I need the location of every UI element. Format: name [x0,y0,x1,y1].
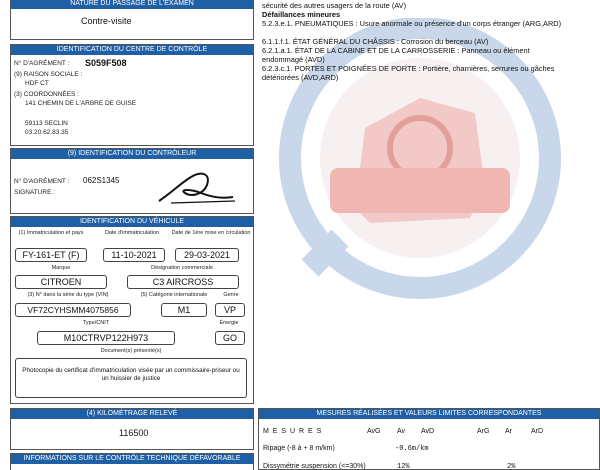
vehicule-header: IDENTIFICATION DU VÉHICULE [11,217,253,227]
mesures-box [258,408,600,470]
mesures-col-avg: AvG [367,428,381,435]
informations-box [10,453,254,470]
controleur-box [10,148,254,214]
controleur-signature [151,163,241,207]
categorie-caption: (5) Catégorie internationale [140,292,208,298]
dissymetrie-av-value: 12% [397,463,410,470]
controleur-header: (9) IDENTIFICATION DU CONTRÔLEUR [11,149,253,159]
mesures-col-avd: AvD [421,428,435,435]
kilometrage-box [10,408,254,450]
kilometrage-header: (4) KILOMÉTRAGE RELEVÉ [11,409,253,419]
mesures-header: MESURES RÉALISÉES ET VALEURS LIMITES CORRESPONDANTES [259,409,599,419]
defaillance-item-1: 6.1.1.f.1. ÉTAT GÉNÉRAL DU CHÂSSIS : Corrosion du berceau (AV) [262,37,489,46]
centre-address1: 141 CHEMIN DE L'ARBRE DE GUISE [25,100,137,107]
genre-caption: Genre [223,292,239,298]
informations-header: INFORMATIONS SUR LE CONTRÔLE TECHNIQUE DÉFAVORABLE [11,454,253,464]
date-circ-value: 29-03-2021 [175,248,239,262]
immat-caption: (1) Immatriculation et pays [18,230,84,236]
documents-value: Photocopie du certificat d'immatriculation visée par un commissaire-priseur ou un huissier de justice [15,358,247,398]
marque-caption: Marque [51,265,71,271]
centre-box [10,44,254,146]
defaillance-item-3: 6.2.3.c.1. PORTES ET POIGNÉES DE PORTE : Portière, charnières, serrures ou gâches détériorées (AVD,ARD) [262,64,555,82]
mesures-col-ar: Ar [505,428,512,435]
vin-value: VF72CYHSMM4075856 [15,303,131,317]
type-caption: Type/CNIT [82,320,110,326]
defaillance-item-2: 6.2.1.a.1. ÉTAT DE LA CABINE ET DE LA CARROSSERIE : Panneau ou élément endommagé (AVD) [262,46,530,64]
categorie-value: M1 [161,303,207,317]
date-circ-caption: Date de 1ère mise en circulation [171,230,251,236]
dissymetrie-ar-value: 2% [507,463,516,470]
marque-value: CITROEN [15,275,107,289]
date-immat-caption: Date d'immatriculation [104,230,160,236]
centre-agrement-value: S059F508 [85,58,127,68]
mesures-col-label: M E S U R E S [263,428,323,435]
ripage-value: -0.6m/km [395,445,429,453]
dissymetrie-label: Dissymétrie suspension (<=30%) [263,463,366,470]
designation-caption: Désignation commerciale [151,265,213,271]
designation-value: C3 AIRCROSS [127,275,239,289]
kilometrage-value: 116500 [119,428,149,438]
immat-value: FY-161-ET (F) [15,248,87,262]
energie-caption: Énergie [219,320,239,326]
documents-caption: Document(s) présenté(s) [100,348,162,354]
centre-raison-value: HDF CT [25,80,49,87]
mesures-col-ard: ArD [531,428,544,435]
examen-value: Contre-visite [81,16,132,26]
controleur-agrement-value: 062S1345 [83,176,120,185]
controleur-signature-label: SIGNATURE : [14,189,56,196]
mesures-col-arg: ArG [477,428,490,435]
centre-header: IDENTIFICATION DU CENTRE DE CONTRÔLE [11,45,253,55]
centre-coord-label: (3) COORDONNÉES : [14,91,80,98]
controleur-agrement-label: N° D'AGRÉMENT : [14,178,70,185]
centre-address2: 59113 SECLIN [25,120,68,127]
defaillances-title: Défaillances mineures [262,10,341,19]
centre-phone: 03.20.62.83.35 [25,129,69,136]
mesures-col-av: Av [397,428,406,435]
centre-raison-label: (9) RAISON SOCIALE : [14,71,83,78]
type-value: M10CTRVP122H973 [37,331,175,345]
defaillance-item-0: 5.2.3.e.1. PNEUMATIQUES : Usure anormale ou présence d'un corps étranger (ARG,ARD) [262,19,562,28]
examen-header: NATURE DU PASSAGE DE L'EXAMEN [11,0,253,9]
date-immat-value: 11-10-2021 [103,248,165,262]
energie-value: GO [215,331,245,345]
vin-caption: (3) N° dans la série du type (VIN) [27,292,109,298]
genre-value: VP [215,303,245,317]
ripage-label: Ripage (-8 à + 8 m/km) [263,445,335,452]
centre-agrement-label: N° D'AGRÉMENT : [14,60,70,67]
examen-box [10,0,254,40]
defaillances-line0: sécurité des autres usagers de la route (AV) [262,1,407,10]
vehicule-box [10,216,254,404]
